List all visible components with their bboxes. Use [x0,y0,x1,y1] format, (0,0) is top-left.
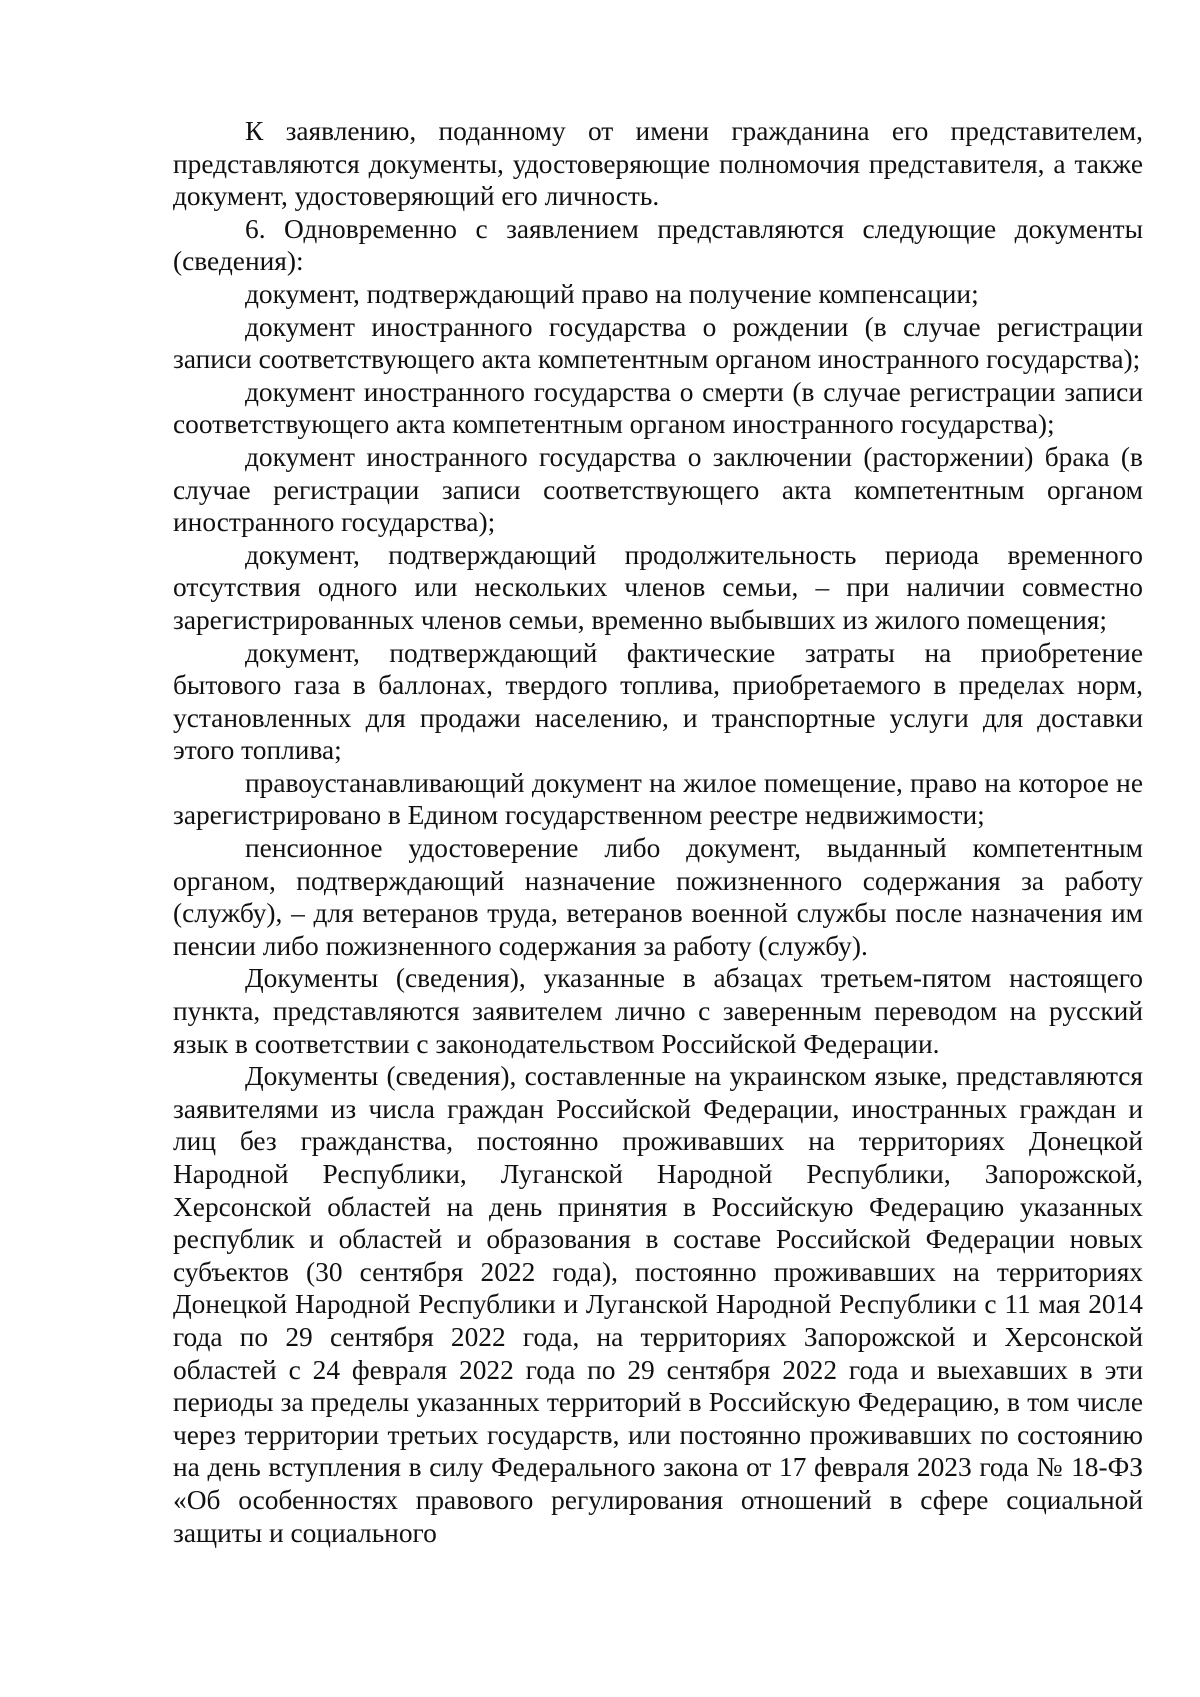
document-body [173,115,1143,1549]
paragraph-title-document: правоустанавливающий документ на жилое помещение, право на которое не зарегистрировано в Едином государственном реестре недвижимости; [173,767,1143,831]
paragraph-representative-documents: К заявлению, поданному от имени гражданина его представителем, представляются документы, удостоверяющие полномочия представителя, а также документ, удостоверяющий его личность. [173,116,1143,212]
paragraph-translation-requirement: Документы (сведения), указанные в абзацах третьем-пятом настоящего пункта, представляются заявителем лично с заверенным переводом на русский язык в соответствии с законодательством Российской Федерации. [173,963,1143,1059]
paragraph-compensation-right-document: документ, подтверждающий право на получение компенсации; [245,278,979,309]
paragraph-temporary-absence-document: документ, подтверждающий продолжительность периода временного отсутствия одного или нескольких членов семьи, – при наличии совместно зарегистрированных членов семьи, временно выбывших из жилого помещения; [173,539,1143,635]
paragraph-ukrainian-language-documents: Документы (сведения), составленные на украинском языке, представляются заявителями из числа граждан Российской Федерации, иностранных граждан и лиц без гражданства, постоянно проживавших на территориях Донецкой Народной Республики, Луганской Народной Республики, Запорожской, Херсонской областей на день принятия в Российскую Федерацию указанных республик и областей и образования в составе Российской Федерации новых субъектов (30 сентября 2022 года), постоянно проживавших на территориях Донецкой Народной Республики и Луганской Народной Республики с 11 мая 2014 года по 29 сентября 2022 года, на территориях Запорожской и Херсонской областей с 24 февраля 2022 года по 29 сентября 2022 года и выехавших в эти периоды за пределы указанных территорий в Российскую Федерацию, в том числе через территории третьих государств, или постоянно проживавших по состоянию на день вступления в силу Федерального закона от 17 февраля 2023 года № 18-ФЗ «Об особенностях правового регулирования отношений в сфере социальной защиты и социального [173,1061,1143,1548]
paragraph-foreign-birth-document: документ иностранного государства о рождении (в случае регистрации записи соответствующего акта компетентным органом иностранного государства); [173,311,1143,375]
paragraph-pension-certificate: пенсионное удостоверение либо документ, выданный компетентным органом, подтверждающий назначение пожизненного содержания за работу (службу), – для ветеранов труда, ветеранов военной службы после назначения им пенсии либо пожизненного содержания за работу (службу). [173,833,1143,961]
paragraph-fuel-costs-document: документ, подтверждающий фактические затраты на приобретение бытового газа в баллонах, твердого топлива, приобретаемого в пределах норм, установленных для продажи населению, и транспортные услуги для доставки этого топлива; [173,637,1143,766]
paragraph-foreign-death-document: документ иностранного государства о смерти (в случае регистрации записи соответствующего акта компетентным органом иностранного государства); [173,376,1143,440]
paragraph-item-6-intro: 6. Одновременно с заявлением представляются следующие документы (сведения): [173,213,1143,277]
paragraph-foreign-marriage-document: документ иностранного государства о заключении (расторжении) брака (в случае регистрации записи соответствующего акта компетентным органом иностранного государства); [173,441,1143,538]
